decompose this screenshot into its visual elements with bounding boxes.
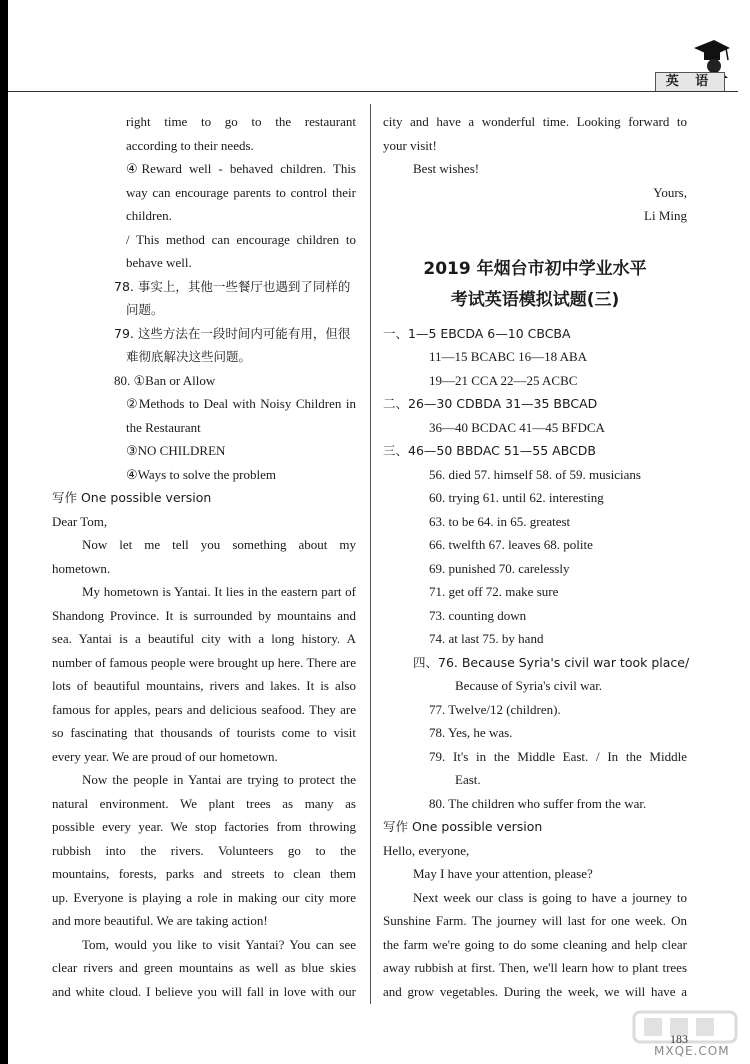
text-line: ④Reward well - behaved children. This xyxy=(126,161,356,176)
text-line: Sunshine Farm. The journey will last for one week. On xyxy=(383,913,687,928)
text-line: Best wishes! xyxy=(413,161,480,176)
header-rule xyxy=(8,91,738,92)
text-line: May I have your attention, please? xyxy=(413,866,593,881)
text-line: ④Ways to solve the problem xyxy=(126,466,276,482)
text-line: behave well. xyxy=(126,255,192,270)
watermark-text: MXQE.COM xyxy=(654,1044,730,1058)
text-line: way can encourage parents to control their xyxy=(126,184,356,200)
text-line: 60. trying 61. until 62. interesting xyxy=(429,490,604,505)
text-line: 写作 One possible version xyxy=(52,490,212,505)
text-line: Li Ming xyxy=(644,208,687,223)
text-line: number of famous people were brought up here. There are xyxy=(52,654,356,670)
text-line: 78. 事实上，其他一些餐厅也遇到了同样的 xyxy=(114,278,351,294)
text-line: sea. Yantai is a beautiful city with a long history. A xyxy=(52,631,356,646)
text-line: 66. twelfth 67. leaves 68. polite xyxy=(429,537,593,552)
left-column xyxy=(52,110,356,1003)
text-line: / This method can encourage children to xyxy=(126,231,356,247)
text-line: right time to go to the restaurant xyxy=(126,114,356,129)
text-line: 难彻底解决这些问题。 xyxy=(126,349,252,364)
text-line: 71. get off 72. make sure xyxy=(429,584,559,599)
exam-title-line-2: 考试英语模拟试题(三) xyxy=(450,289,620,310)
text-line: the Restaurant xyxy=(126,419,201,435)
text-line: city and have a wonderful time. Looking forward to xyxy=(383,114,687,129)
text-line: 63. to be 64. in 65. greatest xyxy=(429,513,571,529)
text-line: natural environment. We plant trees as many as xyxy=(52,795,356,811)
text-line: 77. Twelve/12 (children). xyxy=(429,701,561,717)
text-line: so fascinating that thousands of tourists come to visit xyxy=(52,725,356,740)
text-line: clear rivers and green mountains as well as blue skies xyxy=(52,960,356,975)
text-line: Next week our class is going to have a journey to xyxy=(413,889,687,905)
text-line: 二、26—30 CDBDA 31—35 BBCAD xyxy=(383,396,598,411)
text-line: Tom, would you like to visit Yantai? You can see xyxy=(82,936,356,952)
text-line: hometown. xyxy=(52,560,111,576)
text-line: and grow vegetables. During the week, we will have a xyxy=(383,983,687,999)
text-line: 79. It's in the Middle East. / In the Middle xyxy=(429,748,687,764)
text-line: mountains, forests, parks and streets to clean them xyxy=(52,866,356,881)
text-line: 78. Yes, he was. xyxy=(429,725,513,740)
text-line: children. xyxy=(126,208,172,223)
text-line: every year. We are proud of our hometown. xyxy=(52,748,278,764)
text-line: 79. 这些方法在一段时间内可能有用，但很 xyxy=(114,325,351,341)
binding-edge xyxy=(0,0,8,1064)
text-line: your visit! xyxy=(383,137,437,153)
text-line: 三、46—50 BBDAC 51—55 ABCDB xyxy=(383,443,596,458)
text-line: 74. at last 75. by hand xyxy=(429,631,544,646)
text-line: Now let me tell you something about my xyxy=(82,537,356,552)
text-line: 36—40 BCDAC 41—45 BFDCA xyxy=(429,419,605,435)
text-line: lots of beautiful mountains, rivers and lakes. It is also xyxy=(52,678,356,693)
text-line: and white cloud. I believe you will fall in love with our xyxy=(52,983,356,999)
text-line: away rubbish at first. Then, we'll learn how to plant trees xyxy=(383,960,687,975)
text-line: 11—15 BCABC 16—18 ABA xyxy=(429,349,588,364)
text-line: according to their needs. xyxy=(126,137,254,153)
text-line: Hello, everyone, xyxy=(383,842,470,858)
exam-title-line-1: 2019 年烟台市初中学业水平 xyxy=(423,258,647,279)
text-line: 四、76. Because Syria's civil war took place/ xyxy=(413,654,690,670)
page-number: 183 xyxy=(670,1032,688,1046)
right-column xyxy=(383,110,690,1003)
text-line: Because of Syria's civil war. xyxy=(455,678,603,693)
text-line: ③NO CHILDREN xyxy=(126,443,226,458)
text-line: 69. punished 70. carelessly xyxy=(429,560,570,576)
text-line: Now the people in Yantai are trying to protect the xyxy=(82,772,356,787)
text-line: 80. The children who suffer from the war. xyxy=(429,795,647,811)
text-line: Yours, xyxy=(653,184,687,200)
text-line: Dear Tom, xyxy=(52,513,108,529)
text-line: East. xyxy=(455,772,481,787)
text-line: 19—21 CCA 22—25 ACBC xyxy=(429,372,578,388)
text-line: 写作 One possible version xyxy=(383,819,543,834)
text-line: 80. ①Ban or Allow xyxy=(114,372,216,388)
text-line: possible every year. We stop factories from throwing xyxy=(52,819,356,834)
text-line: famous for apples, pears and delicious seafood. They are xyxy=(52,701,356,717)
text-line: 56. died 57. himself 58. of 59. musicians xyxy=(429,466,641,482)
column-divider xyxy=(370,104,371,1004)
text-line: 一、1—5 EBCDA 6—10 CBCBA xyxy=(383,325,571,341)
text-line: My hometown is Yantai. It lies in the eastern part of xyxy=(82,584,356,599)
text-line: the farm we're going to do some cleaning and help clear xyxy=(383,936,687,952)
text-line: up. Everyone is playing a role in making our city more xyxy=(52,889,356,905)
text-line: rubbish into the rivers. Volunteers go to the xyxy=(52,842,356,858)
text-line: 73. counting down xyxy=(429,607,527,623)
text-line: 问题。 xyxy=(126,302,164,317)
subject-label: 英 语 xyxy=(655,72,725,91)
text-line: Shandong Province. It is surrounded by mountains and xyxy=(52,607,356,623)
text-line: ②Methods to Deal with Noisy Children in xyxy=(126,396,356,411)
text-line: and more beautiful. We are taking action! xyxy=(52,913,268,928)
